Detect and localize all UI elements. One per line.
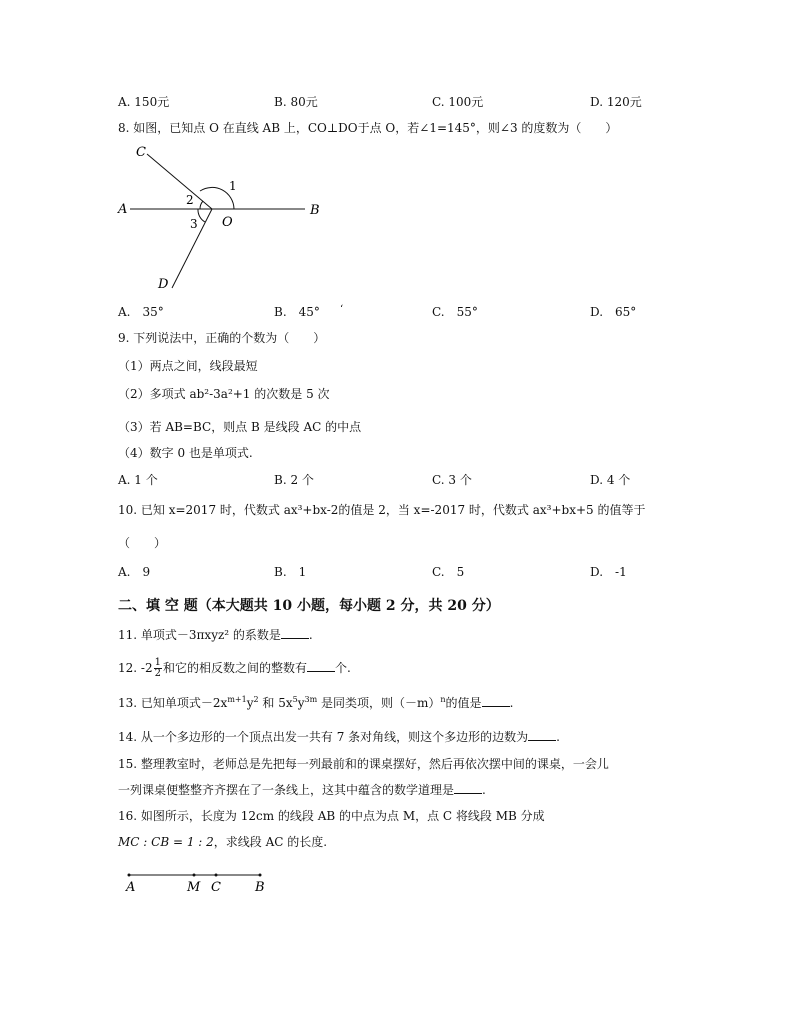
q14-end: . bbox=[556, 730, 560, 744]
q15-line-1: 15. 整理教室时，老师总是先把每一列最前和的课桌摆好，然后再依次摆中间的课桌，一会儿 bbox=[118, 757, 609, 771]
q9-item-4: （4）数字 0 也是单项式. bbox=[118, 446, 253, 460]
q16-line-2: ，求线段 AC 的长度. bbox=[213, 835, 328, 849]
q15-answer-blank bbox=[454, 782, 482, 794]
angle-2-arc bbox=[200, 201, 203, 209]
label-angle-3: 3 bbox=[190, 217, 198, 231]
q13-exp-2: 2 bbox=[253, 695, 259, 704]
q15-line-2-wrap bbox=[118, 782, 486, 798]
label-c: C bbox=[211, 880, 221, 895]
q12-end: 个. bbox=[334, 661, 351, 675]
q12-frac-denominator: 2 bbox=[154, 668, 161, 679]
q10-paren: （ ） bbox=[118, 536, 167, 550]
ray-oc bbox=[147, 154, 212, 209]
q10-option-b: B. 1 bbox=[274, 565, 307, 579]
q8-option-a: A. 35° bbox=[118, 305, 164, 319]
q15-end: . bbox=[482, 783, 486, 797]
q14 bbox=[118, 729, 560, 745]
section-2-heading: 二、填 空 题（本大题共 10 小题，每小题 2 分，共 20 分） bbox=[118, 598, 500, 614]
q12-answer-blank bbox=[307, 660, 335, 672]
q11-text: 11. 单项式－3πxyz² 的系数是 bbox=[118, 628, 281, 642]
q7-option-c: C. 100元 bbox=[432, 95, 484, 109]
q13-mid-2: 和 5x bbox=[258, 696, 293, 710]
q13-mid-3: y bbox=[297, 696, 305, 710]
q9-option-c: C. 3 个 bbox=[432, 473, 472, 487]
q8-angle-figure bbox=[110, 138, 330, 300]
q8-option-c: C. 55° bbox=[432, 305, 478, 319]
q9-item-2: （2）多项式 ab²-3a²+1 的次数是 5 次 bbox=[118, 387, 330, 401]
point-b bbox=[259, 874, 262, 877]
q10-stem: 10. 已知 x=2017 时，代数式 ax³+bx-2的值是 2，当 x=-2017 时，代数式 ax³+bx+5 的值等于 bbox=[118, 503, 646, 517]
q12-fraction bbox=[154, 658, 162, 679]
q9-stem: 9. 下列说法中，正确的个数为（ ） bbox=[118, 331, 326, 345]
q13-prefix: 13. 已知单项式－2x bbox=[118, 696, 228, 710]
q13-mid-1: y bbox=[246, 696, 254, 710]
q9-option-a: A. 1 个 bbox=[118, 473, 158, 487]
q13-text: 的值是 bbox=[445, 696, 482, 710]
q12 bbox=[118, 656, 351, 680]
q7-option-a: A. 150元 bbox=[118, 95, 170, 109]
q14-answer-blank bbox=[528, 729, 556, 741]
point-c bbox=[215, 874, 218, 877]
q16-line-2-wrap bbox=[118, 834, 327, 850]
label-b: B bbox=[310, 203, 320, 218]
q12-prefix: 12. -2 bbox=[118, 661, 153, 675]
label-d: D bbox=[158, 277, 169, 292]
q10-option-d: D. -1 bbox=[590, 565, 627, 579]
q13-end: . bbox=[509, 696, 514, 710]
label-c: C bbox=[136, 145, 146, 160]
q13-exp-3: 5 bbox=[292, 695, 298, 704]
q7-option-b: B. 80元 bbox=[274, 95, 318, 109]
q13-exp-5: n bbox=[440, 695, 446, 704]
angle-3-arc bbox=[198, 209, 205, 222]
q14-text: 14. 从一个多边形的一个顶点出发一共有 7 条对角线，则这个多边形的边数为 bbox=[118, 730, 529, 744]
q13-answer-blank bbox=[482, 695, 510, 707]
q8-stem: 8. 如图，已知点 O 在直线 AB 上，CO⊥DO于点 O，若∠1=145°，则∠3 的度数为（ ） bbox=[118, 121, 618, 135]
q16-segment-figure bbox=[118, 866, 278, 896]
label-a: A bbox=[118, 202, 128, 217]
point-a bbox=[128, 874, 131, 877]
point-m bbox=[193, 874, 196, 877]
q10-option-c: C. 5 bbox=[432, 565, 465, 579]
q13-exp-4: 3m bbox=[304, 695, 318, 704]
q11-answer-blank bbox=[281, 627, 309, 639]
q13-exp-1: m+1 bbox=[227, 695, 247, 704]
label-a: A bbox=[126, 880, 136, 895]
q12-text: 和它的相反数之间的整数有 bbox=[162, 661, 307, 675]
q11-end: . bbox=[308, 628, 313, 642]
q16-ratio: MC : CB = 1 : 2 bbox=[118, 835, 214, 849]
label-angle-2: 2 bbox=[186, 193, 194, 207]
q8-stray-mark: ‘ bbox=[340, 304, 344, 315]
q9-option-b: B. 2 个 bbox=[274, 473, 314, 487]
q11 bbox=[118, 627, 313, 643]
q9-option-d: D. 4 个 bbox=[590, 473, 631, 487]
label-m: M bbox=[187, 880, 201, 895]
q9-item-3: （3）若 AB=BC，则点 B 是线段 AC 的中点 bbox=[118, 420, 362, 434]
q16-line-1: 16. 如图所示，长度为 12cm 的线段 AB 的中点为点 M，点 C 将线段 MB 分成 bbox=[118, 809, 545, 823]
q10-option-a: A. 9 bbox=[118, 565, 151, 579]
label-b: B bbox=[255, 880, 265, 895]
q15-line-2: 一列课桌便整整齐齐摆在了一条线上，这其中蕴含的数学道理是 bbox=[118, 783, 455, 797]
q9-item-1: （1）两点之间，线段最短 bbox=[118, 359, 258, 373]
label-o: O bbox=[222, 215, 233, 230]
q8-option-b: B. 45° bbox=[274, 305, 320, 319]
label-angle-1: 1 bbox=[229, 179, 237, 193]
q13 bbox=[118, 695, 513, 711]
q12-frac-numerator: 1 bbox=[154, 657, 161, 668]
q13-mid-4: 是同类项，则（－m） bbox=[317, 696, 441, 710]
q7-option-d: D. 120元 bbox=[590, 95, 642, 109]
q8-option-d: D. 65° bbox=[590, 305, 637, 319]
